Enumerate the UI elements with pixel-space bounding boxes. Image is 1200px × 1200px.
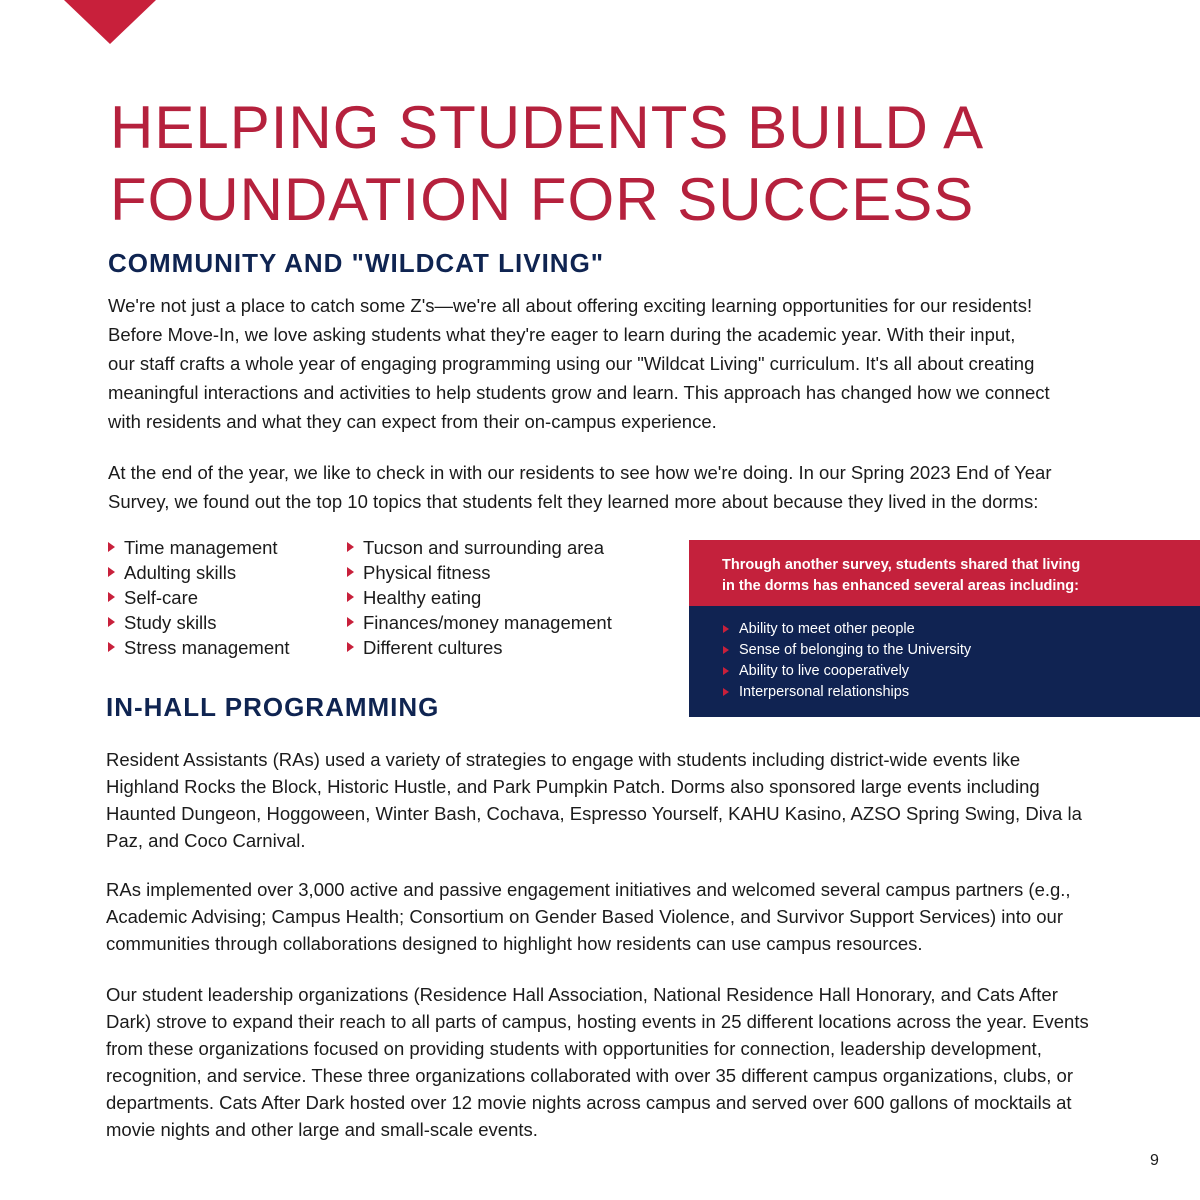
list-item: Ability to live cooperatively [723, 661, 1200, 682]
text-line: meaningful interactions and activities to help students grow and learn. This approach has changed how we connect [108, 382, 1050, 403]
text-line: Survey, we found out the top 10 topics that students felt they learned more about because they lived in the dorms: [108, 491, 1039, 512]
bullet-triangle-icon [347, 567, 354, 577]
text-line: Our student leadership organizations (Residence Hall Association, National Residence Hall Honorary, and Cats After [106, 984, 1058, 1005]
page-title-line: HELPING STUDENTS BUILD A [110, 94, 985, 161]
text-line: Resident Assistants (RAs) used a variety of strategies to engage with students including district-wide events like [106, 749, 1021, 770]
text-line: in the dorms has enhanced several areas including: [722, 578, 1079, 594]
in-hall-paragraph-3 [106, 981, 1089, 1143]
callout-body [689, 606, 1200, 717]
survey-callout-box [689, 540, 1200, 717]
text-line: We're not just a place to catch some Z's—we're all about offering exciting learning opportunities for our residents! [108, 295, 1033, 316]
list-item: Finances/money management [347, 610, 612, 635]
page-title [110, 92, 1010, 236]
page-title-line: FOUNDATION FOR SUCCESS [110, 166, 975, 233]
topics-list-column-2 [347, 535, 612, 660]
page-number: 9 [1150, 1152, 1159, 1169]
list-item: Time management [108, 535, 290, 560]
bullet-triangle-icon [723, 667, 729, 675]
text-line: movie nights and other large and small-scale events. [106, 1119, 538, 1140]
list-item: Healthy eating [347, 585, 612, 610]
text-line: Highland Rocks the Block, Historic Hustle, and Park Pumpkin Patch. Dorms also sponsored large events including [106, 776, 1040, 797]
bullet-triangle-icon [108, 617, 115, 627]
list-item: Stress management [108, 635, 290, 660]
list-item: Different cultures [347, 635, 612, 660]
bullet-triangle-icon [347, 592, 354, 602]
text-line: Academic Advising; Campus Health; Consortium on Gender Based Violence, and Survivor Support Services) into our [106, 906, 1064, 927]
text-line: communities through collaborations designed to highlight how residents can use campus resources. [106, 933, 923, 954]
list-item: Tucson and surrounding area [347, 535, 612, 560]
bullet-triangle-icon [347, 617, 354, 627]
bullet-triangle-icon [723, 625, 729, 633]
text-line: recognition, and service. These three organizations collaborated with over 35 different campus organizations, clubs, or [106, 1065, 1074, 1086]
in-hall-paragraph-2 [106, 876, 1071, 957]
corner-triangle-decoration [64, 0, 156, 44]
text-line: Before Move-In, we love asking students what they're eager to learn during the academic year. With their input, [108, 324, 1016, 345]
text-line: At the end of the year, we like to check in with our residents to see how we're doing. In our Spring 2023 End of Year [108, 462, 1052, 483]
community-paragraph-2 [108, 458, 1052, 516]
bullet-triangle-icon [723, 688, 729, 696]
community-paragraph-1 [108, 291, 1050, 436]
list-item: Self-care [108, 585, 290, 610]
text-line: Through another survey, students shared that living [722, 557, 1081, 573]
list-item: Adulting skills [108, 560, 290, 585]
list-item: Interpersonal relationships [723, 682, 1200, 703]
list-item: Sense of belonging to the University [723, 640, 1200, 661]
bullet-triangle-icon [108, 567, 115, 577]
bullet-triangle-icon [108, 592, 115, 602]
list-item: Ability to meet other people [723, 619, 1200, 640]
bullet-triangle-icon [108, 542, 115, 552]
topics-list-column-1 [108, 535, 290, 660]
text-line: Haunted Dungeon, Hoggoween, Winter Bash, Cochava, Espresso Yourself, KAHU Kasino, AZSO Spring Swing, Diva la [106, 803, 1082, 824]
bullet-triangle-icon [347, 542, 354, 552]
bullet-triangle-icon [723, 646, 729, 654]
list-item: Study skills [108, 610, 290, 635]
bullet-triangle-icon [108, 642, 115, 652]
list-item: Physical fitness [347, 560, 612, 585]
callout-heading [689, 540, 1200, 606]
text-line: with residents and what they can expect from their on-campus experience. [108, 411, 717, 432]
text-line: Paz, and Coco Carnival. [106, 830, 306, 851]
text-line: from these organizations focused on providing students with opportunities for connection, leadership development, [106, 1038, 1042, 1059]
text-line: RAs implemented over 3,000 active and passive engagement initiatives and welcomed several campus partners (e.g., [106, 879, 1071, 900]
callout-list [723, 619, 1200, 703]
section-heading-community: COMMUNITY AND "WILDCAT LIVING" [108, 248, 605, 278]
section-heading-in-hall: IN-HALL PROGRAMMING [106, 692, 440, 722]
text-line: Dark) strove to expand their reach to all parts of campus, hosting events in 25 different locations across the year. Events [106, 1011, 1089, 1032]
text-line: departments. Cats After Dark hosted over 12 movie nights across campus and served over 600 gallons of mocktails at [106, 1092, 1072, 1113]
text-line: our staff crafts a whole year of engaging programming using our "Wildcat Living" curriculum. It's all about creating [108, 353, 1035, 374]
in-hall-paragraph-1 [106, 746, 1082, 854]
bullet-triangle-icon [347, 642, 354, 652]
